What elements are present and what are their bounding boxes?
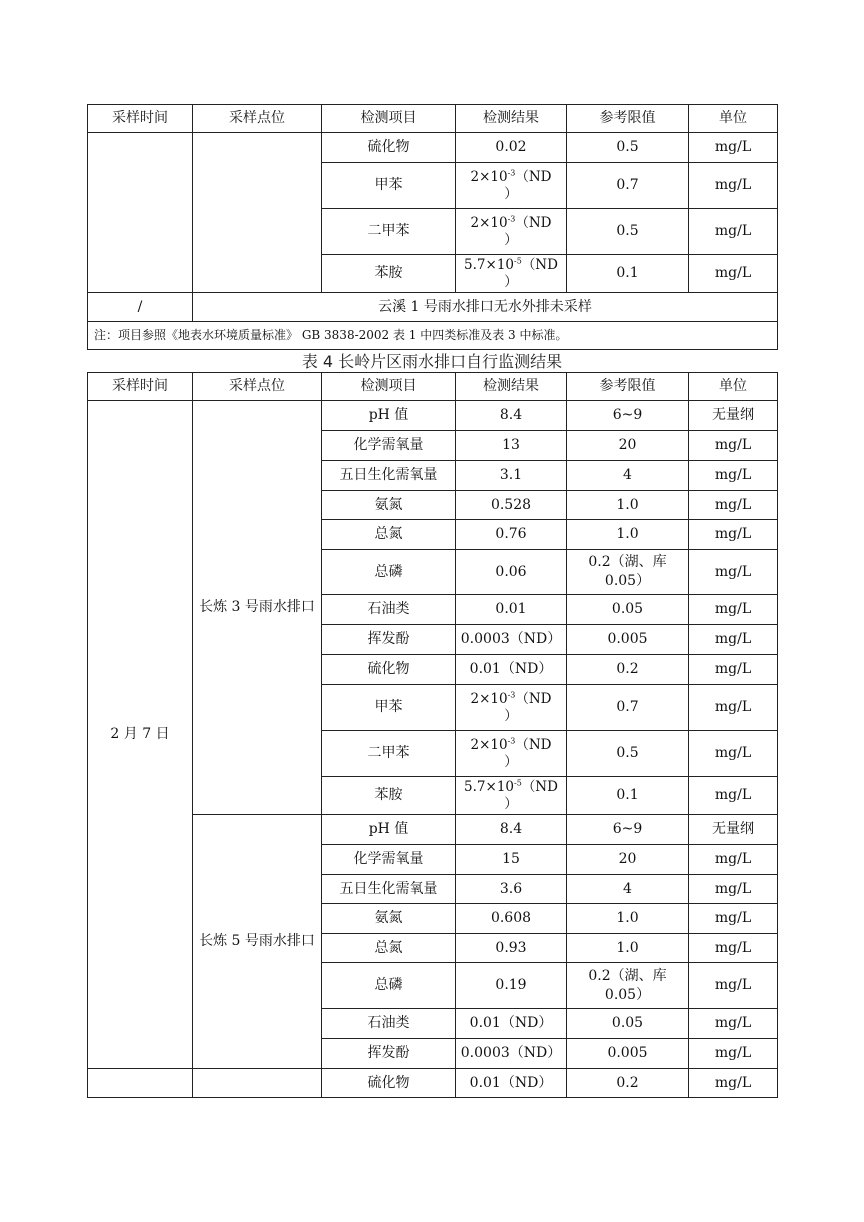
table-header-row [88, 373, 778, 401]
no-sample-row [88, 293, 778, 322]
limit-cell: 20 [567, 431, 689, 461]
unit-cell: mg/L [689, 595, 778, 625]
item-cell: 氨氮 [322, 491, 456, 520]
header-sampling-site: 采样点位 [193, 373, 322, 401]
limit-cell: 1.0 [567, 934, 689, 963]
no-sample-time: / [88, 293, 193, 322]
unit-cell: mg/L [689, 209, 778, 255]
result-cell: 8.4 [456, 815, 567, 845]
result-cell: 8.4 [456, 401, 567, 431]
unit-cell: mg/L [689, 461, 778, 491]
limit-cell: 0.1 [567, 777, 689, 815]
limit-cell: 0.1 [567, 255, 689, 293]
unit-cell: mg/L [689, 685, 778, 731]
item-cell: 石油类 [322, 595, 456, 625]
limit-cell: 6~9 [567, 815, 689, 845]
header-test-result: 检测结果 [456, 105, 567, 133]
result-cell: 0.76 [456, 520, 567, 550]
sampling-time-cell [88, 1069, 193, 1098]
item-cell: 五日生化需氧量 [322, 461, 456, 491]
limit-cell: 0.05 [567, 595, 689, 625]
limit-cell: 0.7 [567, 685, 689, 731]
item-cell: 总磷 [322, 963, 456, 1009]
result-cell: 0.19 [456, 963, 567, 1009]
header-test-item: 检测项目 [322, 105, 456, 133]
result-cell: 0.01（ND） [456, 655, 567, 685]
limit-cell: 1.0 [567, 520, 689, 550]
unit-cell: mg/L [689, 845, 778, 875]
item-cell: 总氮 [322, 934, 456, 963]
header-test-item: 检测项目 [322, 373, 456, 401]
result-cell: $5.7\times 10^{-5}(ND$ ） [456, 777, 567, 815]
limit-cell: 0.2（湖、库 0.05） [567, 550, 689, 595]
header-reference-limit: 参考限值 [567, 373, 689, 401]
item-cell: 苯胺 [322, 255, 456, 293]
unit-cell: mg/L [689, 550, 778, 595]
unit-cell: mg/L [689, 731, 778, 777]
unit-cell: mg/L [689, 904, 778, 934]
item-cell: 二甲苯 [322, 731, 456, 777]
item-cell: 硫化物 [322, 133, 456, 163]
unit-cell: mg/L [689, 133, 778, 163]
limit-cell: 0.5 [567, 731, 689, 777]
result-cell: $2\times 10^{-3}(ND$ ） [456, 209, 567, 255]
table-row [88, 1069, 778, 1098]
sampling-time-cell [88, 133, 193, 293]
result-cell: 0.0003（ND） [456, 625, 567, 655]
unit-cell: mg/L [689, 255, 778, 293]
limit-cell: 0.2 [567, 655, 689, 685]
unit-cell: mg/L [689, 431, 778, 461]
result-cell: 15 [456, 845, 567, 875]
item-cell: 总磷 [322, 550, 456, 595]
result-cell: 0.02 [456, 133, 567, 163]
result-cell: 0.01 [456, 595, 567, 625]
limit-cell: 0.2 [567, 1069, 689, 1098]
limit-cell: 0.005 [567, 1039, 689, 1069]
table-row [88, 401, 778, 431]
result-cell: $2\times 10^{-3}(ND$ ） [456, 731, 567, 777]
table-caption: 表 4 长岭片区雨水排口自行监测结果 [301, 352, 563, 371]
item-cell: pH 值 [322, 815, 456, 845]
unit-cell: 无量纲 [689, 815, 778, 845]
limit-cell: 0.2（湖、库 0.05） [567, 963, 689, 1009]
item-cell: 氨氮 [322, 904, 456, 934]
header-unit: 单位 [689, 105, 778, 133]
item-cell: 挥发酚 [322, 625, 456, 655]
limit-cell: 1.0 [567, 904, 689, 934]
limit-cell: 0.5 [567, 209, 689, 255]
limit-cell: 0.005 [567, 625, 689, 655]
result-cell: 0.0003（ND） [456, 1039, 567, 1069]
no-sample-text: 云溪 1 号雨水排口无水外排未采样 [193, 293, 778, 322]
item-cell: 二甲苯 [322, 209, 456, 255]
unit-cell: mg/L [689, 1009, 778, 1039]
item-cell: 硫化物 [322, 655, 456, 685]
header-reference-limit: 参考限值 [567, 105, 689, 133]
item-cell: 苯胺 [322, 777, 456, 815]
item-cell: 总氮 [322, 520, 456, 550]
unit-cell: mg/L [689, 934, 778, 963]
result-cell: 0.06 [456, 550, 567, 595]
item-cell: 化学需氧量 [322, 845, 456, 875]
result-cell: 0.608 [456, 904, 567, 934]
result-cell: $5.7\times 10^{-5}(ND$ ） [456, 255, 567, 293]
continued-results-table [87, 104, 778, 350]
item-cell: 挥发酚 [322, 1039, 456, 1069]
result-cell: $2\times 10^{-3}(ND$ ） [456, 163, 567, 209]
header-test-result: 检测结果 [456, 373, 567, 401]
sampling-site-cell [193, 133, 322, 293]
limit-cell: 0.05 [567, 1009, 689, 1039]
changling-rain-outlet-table [87, 372, 778, 1098]
limit-cell: 0.5 [567, 133, 689, 163]
unit-cell: mg/L [689, 163, 778, 209]
unit-cell: mg/L [689, 520, 778, 550]
unit-cell: mg/L [689, 875, 778, 904]
unit-cell: mg/L [689, 655, 778, 685]
item-cell: 甲苯 [322, 685, 456, 731]
unit-cell: mg/L [689, 491, 778, 520]
site-cell: 长炼 5 号雨水排口 [193, 815, 322, 1069]
item-cell: 硫化物 [322, 1069, 456, 1098]
unit-cell: 无量纲 [689, 401, 778, 431]
result-cell: $2\times 10^{-3}(ND$ ） [456, 685, 567, 731]
unit-cell: mg/L [689, 777, 778, 815]
limit-cell: 1.0 [567, 491, 689, 520]
unit-cell: mg/L [689, 963, 778, 1009]
note-row [88, 322, 778, 350]
result-cell: 3.1 [456, 461, 567, 491]
item-cell: 五日生化需氧量 [322, 875, 456, 904]
limit-cell: 6~9 [567, 401, 689, 431]
unit-cell: mg/L [689, 1039, 778, 1069]
result-cell: 0.528 [456, 491, 567, 520]
header-sampling-time: 采样时间 [88, 105, 193, 133]
unit-cell: mg/L [689, 625, 778, 655]
result-cell: 0.01（ND） [456, 1069, 567, 1098]
sampling-date-cell: 2 月 7 日 [88, 401, 193, 1069]
result-cell: 0.93 [456, 934, 567, 963]
item-cell: 化学需氧量 [322, 431, 456, 461]
site-cell: 长炼 3 号雨水排口 [193, 401, 322, 815]
table-row [88, 133, 778, 163]
limit-cell: 4 [567, 875, 689, 904]
result-cell: 13 [456, 431, 567, 461]
result-cell: 3.6 [456, 875, 567, 904]
header-unit: 单位 [689, 373, 778, 401]
sampling-site-cell [193, 1069, 322, 1098]
header-sampling-site: 采样点位 [193, 105, 322, 133]
header-sampling-time: 采样时间 [88, 373, 193, 401]
result-cell: 0.01（ND） [456, 1009, 567, 1039]
limit-cell: 4 [567, 461, 689, 491]
limit-cell: 20 [567, 845, 689, 875]
table-header-row [88, 105, 778, 133]
item-cell: pH 值 [322, 401, 456, 431]
item-cell: 甲苯 [322, 163, 456, 209]
table-note: 注：项目参照《地表水环境质量标准》 GB 3838-2002 表 1 中四类标准及表 3 中标准。 [88, 322, 778, 350]
limit-cell: 0.7 [567, 163, 689, 209]
unit-cell: mg/L [689, 1069, 778, 1098]
item-cell: 石油类 [322, 1009, 456, 1039]
